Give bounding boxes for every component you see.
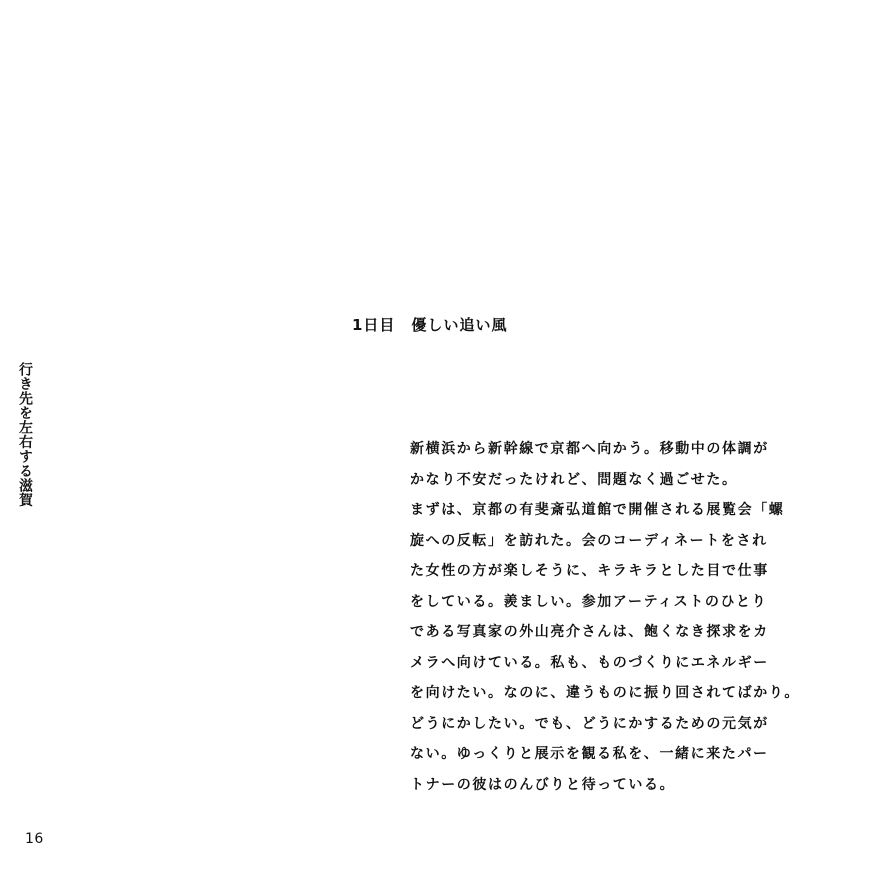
body-line: た女性の方が楽しそうに、キラキラとした目で仕事	[410, 563, 769, 579]
body-line: かなり不安だったけれど、問題なく過ごせた。	[410, 471, 738, 488]
page-number: 16	[25, 831, 44, 847]
running-head: 行き先を左右する滋賀	[17, 362, 33, 507]
body-text	[410, 434, 805, 800]
body-line: を向けたい。なのに、違うものに振り回されてばかり。	[410, 685, 800, 701]
body-line: トナーの彼はのんびりと待っている。	[410, 776, 676, 793]
body-line: ない。ゆっくりと展示を観る私を、一緒に来たパー	[410, 746, 769, 762]
chapter-title: 1日目 優しい追い風	[352, 316, 508, 334]
body-line: である写真家の外山亮介さんは、飽くなき探求をカ	[410, 624, 769, 640]
body-line: 旋への反転」を訪れた。会のコーディネートをされ	[410, 532, 768, 549]
body-line: 新横浜から新幹線で京都へ向かう。移動中の体調が	[410, 441, 769, 457]
body-line: をしている。羨ましい。参加アーティストのひとり	[410, 593, 768, 610]
body-line: メラへ向けている。私も、ものづくりにエネルギー	[410, 654, 769, 671]
body-line: まずは、京都の有斐斎弘道館で開催される展覧会「螺	[410, 502, 785, 518]
body-line: どうにかしたい。でも、どうにかするための元気が	[410, 715, 769, 732]
